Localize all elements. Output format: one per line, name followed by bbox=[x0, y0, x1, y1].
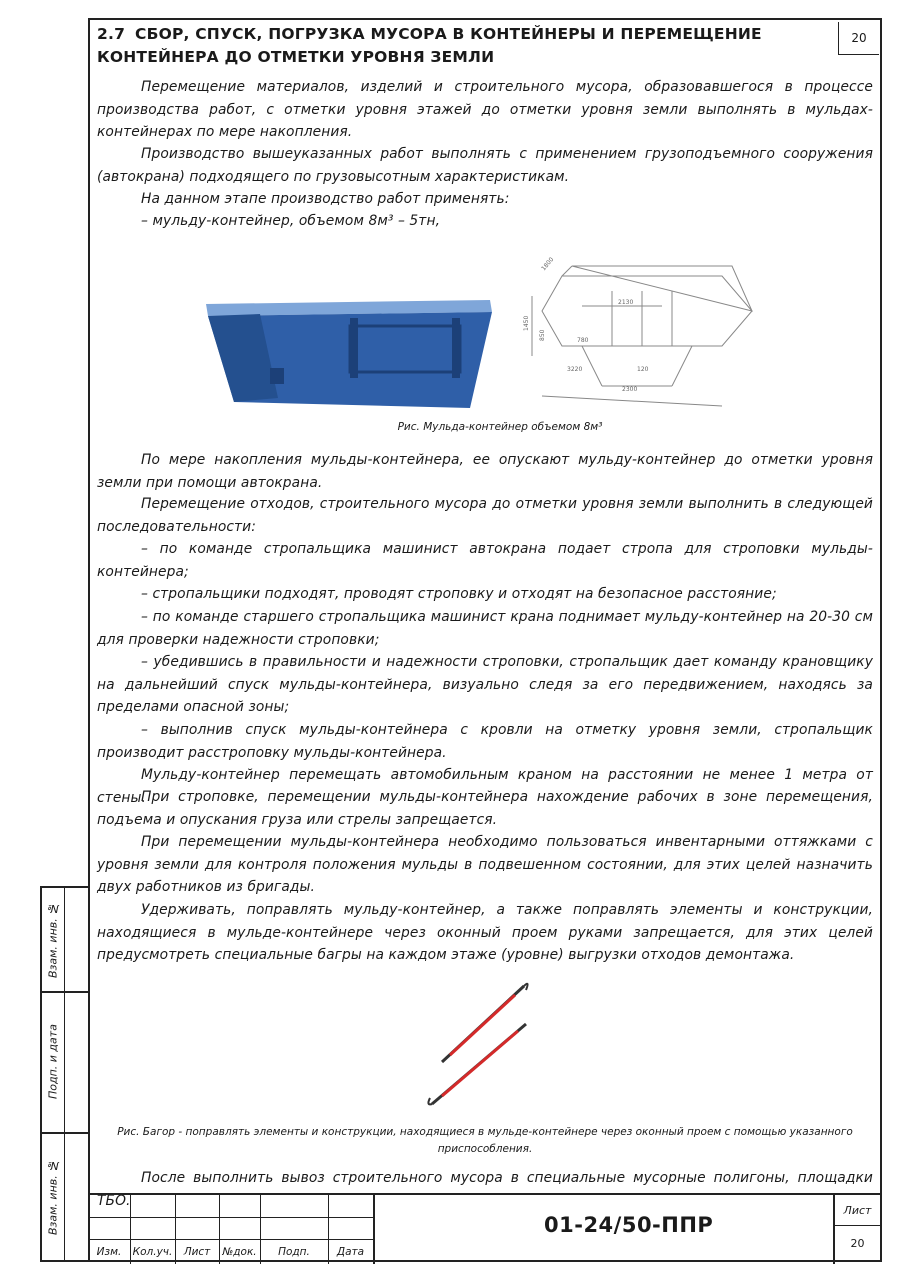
dim-5: 780 bbox=[577, 337, 589, 344]
dim-6: 3220 bbox=[567, 366, 583, 373]
hook-caption: Рис. Багор - поправлять элементы и конструкции, находящиеся в мульде-контейнере через оконный проем с помощью указанного приспособления. bbox=[117, 1126, 853, 1155]
paragraph-15: Удерживать, поправлять мульду-контейнер, а также поправлять элементы и конструкции, находящиеся в мульде-контейнере через оконный проем руками запрещается, для этих целей предусмотреть специальные багры на каждом этаже (уровне) выгрузки отходов демонтажа. bbox=[97, 902, 873, 963]
paragraph-14: При перемещении мульды-контейнера необходимо пользоваться инвентарными оттяжками с уровня земли для контроля положения мульды в подвешенном состоянии, для этих целей назначить двух работников из бригады. bbox=[97, 834, 873, 895]
paragraph-7: – по команде стропальщика машинист автокрана подает стропа для строповки мульды-контейнера; bbox=[97, 541, 873, 580]
paragraph-6: Перемещение отходов, строительного мусора до отметки уровня земли выполнить в следующей последовательности: bbox=[97, 496, 873, 535]
paragraph-5: По мере накопления мульды-контейнера, ее опускают мульду-контейнер до отметки уровня земли при помощи автокрана. bbox=[97, 452, 873, 491]
dim-3: 1450 bbox=[523, 315, 530, 331]
document-code: 01-24/50-ППР bbox=[544, 1213, 714, 1237]
container-caption: Рис. Мульда-контейнер объемом 8м³ bbox=[397, 421, 603, 433]
margin-stamp bbox=[40, 886, 88, 1262]
tb-col-date: Дата bbox=[336, 1245, 365, 1258]
tb-sheet-label: Лист bbox=[843, 1203, 872, 1217]
stamp-sign-date: Подп. и дата bbox=[46, 1024, 60, 1099]
tb-col-kolvo: Кол.уч. bbox=[132, 1245, 173, 1258]
tb-col-izm: Изм. bbox=[96, 1245, 122, 1258]
tb-col-doc: №док. bbox=[222, 1245, 257, 1258]
container-drawing bbox=[522, 246, 762, 416]
paragraph-1: Перемещение материалов, изделий и строительного мусора, образовавшегося в процессе производства работ, с отметки уровня этажей до отметки уровня земли выполнять в мульдах-контейнерах по мере накопления. bbox=[97, 79, 873, 140]
paragraph-8: – стропальщики подходят, проводят строповку и отходят на безопасное расстояние; bbox=[141, 586, 777, 602]
title-block bbox=[88, 1193, 882, 1262]
page-number-box bbox=[838, 22, 879, 55]
tb-col-list: Лист bbox=[183, 1245, 211, 1258]
paragraph-2: Производство вышеуказанных работ выполнять с применением грузоподъемного сооружения (автокрана) подходящего по грузовысотным характеристикам. bbox=[97, 146, 873, 185]
dim-8: 2300 bbox=[622, 386, 638, 393]
tb-col-sign: Подп. bbox=[278, 1245, 310, 1258]
page-number: 20 bbox=[851, 31, 867, 45]
stamp-inv-no: Взам. инв. № bbox=[46, 901, 60, 978]
stamp-inv-no-2: Взам. инв. № bbox=[46, 1158, 60, 1236]
paragraph-3: На данном этапе производство работ применять: bbox=[141, 191, 510, 207]
section-title: СБОР, СПУСК, ПОГРУЗКА МУСОРА В КОНТЕЙНЕРЫ И ПЕРЕМЕЩЕНИЕ КОНТЕЙНЕРА ДО ОТМЕТКИ УРОВНЯ ЗЕМЛИ bbox=[97, 25, 762, 66]
dim-4: 850 bbox=[539, 329, 546, 341]
paragraph-9: – по команде старшего стропальщика машинист крана поднимает мульду-контейнер на 20-30 см для проверки надежности строповки; bbox=[97, 609, 873, 648]
paragraph-10: – убедившись в правильности и надежности строповки, стропальщик дает команду крановщику на дальнейший спуск мульды-контейнера, визуально следя за его передвижением, находясь за пределами опасной зоны; bbox=[97, 654, 873, 715]
dim-2: 2130 bbox=[618, 299, 634, 306]
tb-sheet-number: 20 bbox=[850, 1236, 865, 1250]
section-heading bbox=[97, 23, 837, 69]
paragraph-12: Мульду-контейнер перемещать автомобильным краном на расстоянии не менее 1 метра от стены. bbox=[97, 767, 873, 806]
paragraph-11: – выполнив спуск мульды-контейнера с кровли на отметку уровня земли, стропальщик производит расстроповку мульды-контейнера. bbox=[97, 722, 873, 761]
paragraph-4: – мульду-контейнер, объемом 8м³ – 5тн, bbox=[141, 213, 441, 229]
container-photo bbox=[200, 290, 500, 410]
hook-image bbox=[420, 980, 540, 1110]
dim-1: 1800 bbox=[540, 256, 556, 273]
paragraph-16: После выполнить вывоз строительного мусора в специальные мусорные полигоны, площадки ТБО. bbox=[97, 1170, 873, 1209]
dim-7: 120 bbox=[637, 366, 649, 373]
paragraph-13: При строповке, перемещении мульды-контейнера нахождение рабочих в зоне перемещения, подъема и опускания груза или стрелы запрещается. bbox=[97, 789, 873, 828]
section-number: 2.7 bbox=[97, 25, 126, 43]
